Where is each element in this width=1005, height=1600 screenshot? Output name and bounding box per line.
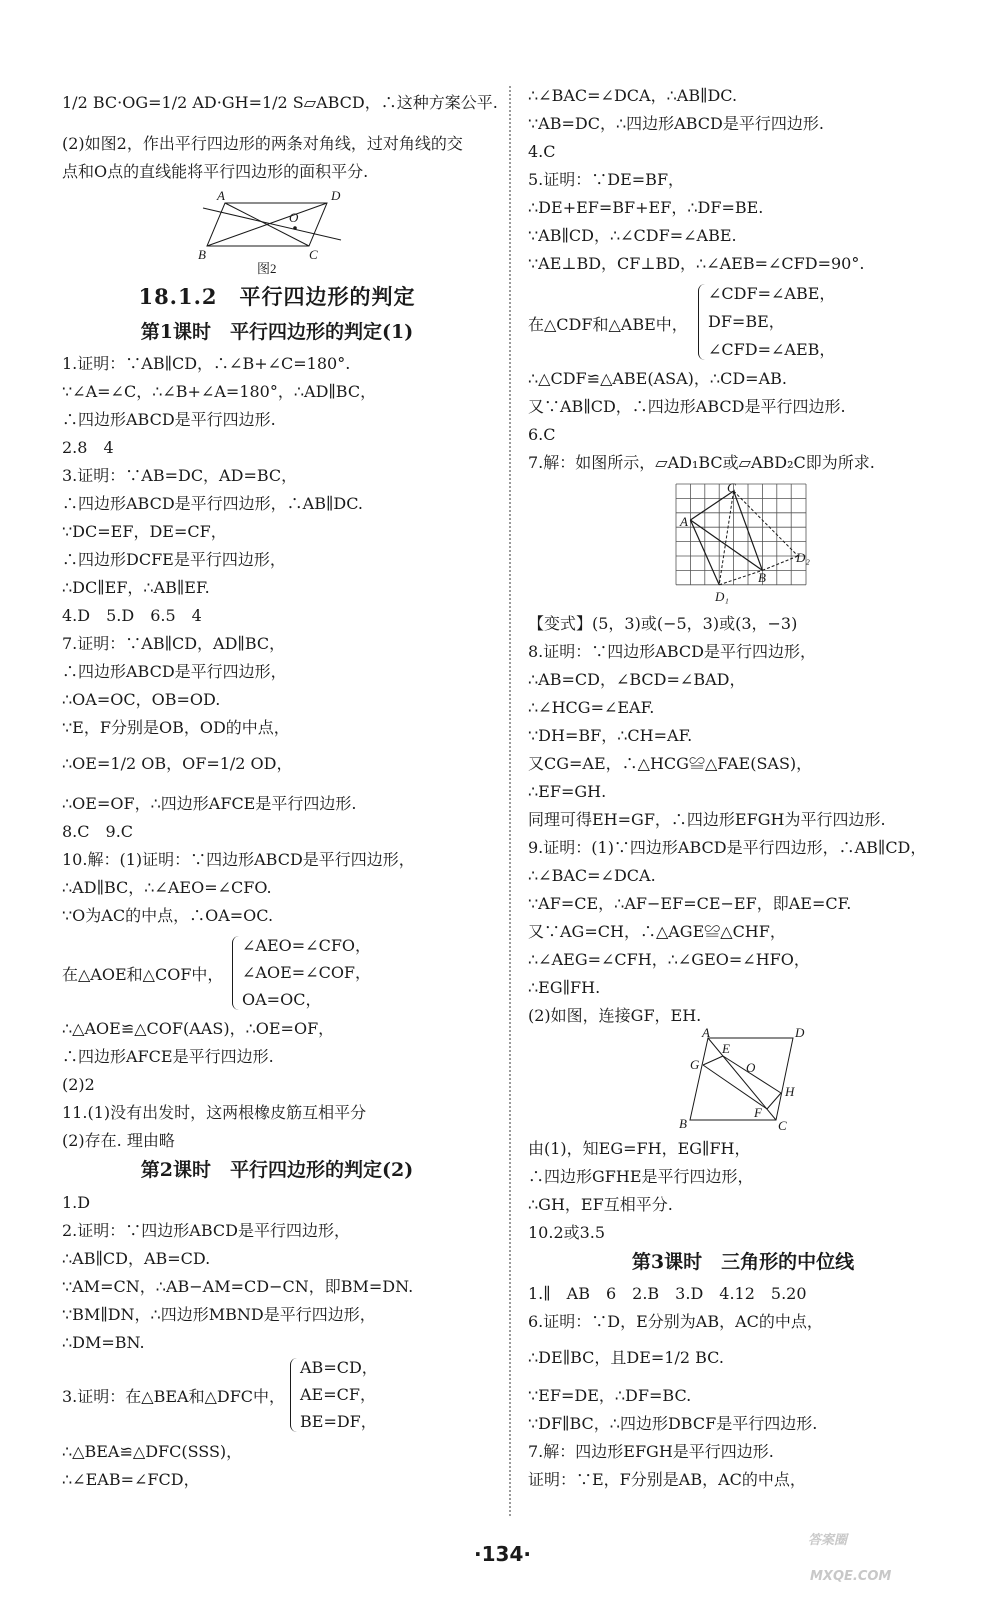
text-line: ∴∠EAB=∠FCD， (62, 1470, 200, 1489)
text-line: ∴△CDF≌△ABE(ASA)，∴CD=AB. (528, 369, 787, 388)
text-line: ∵O为AC的中点，∴OA=OC. (62, 906, 274, 925)
label-g: G (690, 1057, 700, 1072)
text-line: ∴OE=1/2 OB，OF=1/2 OD， (62, 754, 293, 773)
text-line: ∴四边形DCFE是平行四边形， (62, 550, 286, 569)
text-line: 1.D (62, 1193, 91, 1212)
text-line: 10.2或3.5 (528, 1223, 606, 1242)
text-line: 3.证明：∵AB=DC，AD=BC， (62, 466, 298, 485)
figure-9-parallelogram (678, 1028, 813, 1133)
brace-prefix: 在△CDF和△ABE中， (528, 315, 688, 334)
text-line: ∴AD∥BC，∴∠AEO=∠CFO. (62, 878, 272, 897)
text-line: ∴AB∥CD，AB=CD. (62, 1249, 211, 1268)
lesson-title: 第1课时 平行四边形的判定(1) (140, 321, 414, 343)
text-line: ∴∠AEG=∠CFH，∴∠GEO=∠HFO， (528, 950, 810, 969)
watermark-logo (800, 1492, 990, 1592)
text-line: 11.(1)没有出发时，这两根橡皮筋互相平分 (62, 1103, 367, 1122)
text-line: ∴DM=BN. (62, 1333, 145, 1352)
brace-group (62, 1356, 492, 1436)
label-o: O (746, 1060, 756, 1075)
text-line: ∵AB=DC，∴四边形ABCD是平行四边形. (528, 114, 824, 133)
label-f: F (754, 1105, 762, 1120)
text-line: ∴四边形ABCD是平行四边形，∴AB∥DC. (62, 494, 363, 513)
text-line: ∴△BEA≌△DFC(SSS)， (62, 1442, 243, 1461)
text-line: ∵AE⊥BD，CF⊥BD，∴∠AEB=∠CFD=90°. (528, 254, 865, 273)
text-line: 2.证明：∵四边形ABCD是平行四边形， (62, 1221, 350, 1240)
text-line: ∴∠BAC=∠DCA. (528, 866, 656, 885)
label-a: A (702, 1028, 710, 1040)
label-e: E (722, 1041, 730, 1056)
brace (290, 1358, 297, 1432)
grid-figure (668, 478, 828, 608)
label-b: B (198, 247, 206, 262)
section-title: 18.1.2 平行四边形的判定 (138, 284, 416, 309)
text-line: ∴△AOE≌△COF(AAS)，∴OE=OF， (62, 1019, 335, 1038)
brace-row: ∠AOE=∠COF， (242, 963, 372, 982)
text-line: 6.证明：∵D，E分别为AB，AC的中点， (528, 1312, 823, 1331)
brace-prefix: 在△AOE和△COF中， (62, 965, 224, 984)
text-line: ∵DH=BF，∴CH=AF. (528, 726, 693, 745)
brace-row: ∠CDF=∠ABE， (708, 284, 836, 303)
text-line: 6.C (528, 425, 556, 444)
label-d: D (795, 1028, 805, 1040)
text-line: 8.证明：∵四边形ABCD是平行四边形， (528, 642, 816, 661)
label-d1: D₁ (715, 589, 729, 604)
text-line: ∵DC=EF，DE=CF， (62, 522, 227, 541)
text-line: ∴DC∥EF，∴AB∥EF. (62, 578, 210, 597)
text-line: ∴DE∥BC，且DE=1/2 BC. (528, 1348, 724, 1367)
figure-2-parallelogram (197, 188, 347, 276)
text-line: ∵EF=DE，∴DF=BC. (528, 1386, 692, 1405)
brace (232, 936, 239, 1010)
text-line: 点和O点的直线能将平行四边形的面积平分. (62, 162, 369, 181)
text-line: (2)如图，连接GF，EH. (528, 1006, 702, 1025)
text-line: 10.解：(1)证明：∵四边形ABCD是平行四边形， (62, 850, 415, 869)
figure-caption: 图2 (257, 261, 277, 276)
column-divider (509, 86, 511, 1516)
label-d: D (331, 188, 341, 203)
text-line: ∴OA=OC，OB=OD. (62, 690, 221, 709)
brace-group (62, 934, 492, 1014)
text-line: 2.8 4 (62, 438, 114, 457)
text-line: 同理可得EH=GF，∴四边形EFGH为平行四边形. (528, 810, 886, 829)
brace-group (528, 282, 958, 362)
text-line: ∵AF=CE，∴AF−EF=CE−EF，即AE=CF. (528, 894, 852, 913)
text-line: 1.∥ AB 6 2.B 3.D 4.12 5.20 (528, 1284, 807, 1303)
brace-row: ∠AEO=∠CFO， (242, 936, 372, 955)
brace-row: AB=CD， (300, 1358, 378, 1377)
text-line: 证明：∵E，F分别是AB，AC的中点， (528, 1470, 806, 1489)
text-line: ∵∠A=∠C，∴∠B+∠A=180°，∴AD∥BC， (62, 382, 377, 401)
text-line: ∵AM=CN，∴AB−AM=CD−CN，即BM=DN. (62, 1277, 414, 1296)
text-line: 由(1)，知EG=FH，EG∥FH， (528, 1139, 751, 1158)
text-line: ∴AB=CD，∠BCD=∠BAD， (528, 670, 746, 689)
text-line: ∴四边形GFHE是平行四边形， (528, 1167, 754, 1186)
label-h: H (785, 1084, 795, 1099)
text-line: 8.C 9.C (62, 822, 134, 841)
text-line: ∵DF∥BC，∴四边形DBCF是平行四边形. (528, 1414, 818, 1433)
text-line: ∴OE=OF，∴四边形AFCE是平行四边形. (62, 794, 357, 813)
text-line: ∴∠BAC=∠DCA，∴AB∥DC. (528, 86, 738, 105)
text-line: 1/2 BC·OG=1/2 AD·GH=1/2 S▱ABCD，∴这种方案公平. (62, 93, 498, 112)
text-line: ∵BM∥DN，∴四边形MBND是平行四边形， (62, 1305, 376, 1324)
text-line: 7.解：如图所示，▱AD₁BC或▱ABD₂C即为所求. (528, 453, 875, 472)
text-line: ∴∠HCG=∠EAF. (528, 698, 655, 717)
watermark-title: 答案圈 (808, 1533, 848, 1548)
label-c: C (727, 480, 736, 495)
lesson-title: 第2课时 平行四边形的判定(2) (140, 1159, 414, 1181)
text-line: 又CG=AE，∴△HCG≌△FAE(SAS)， (528, 754, 813, 773)
brace-row: BE=DF， (300, 1412, 377, 1431)
lesson-title: 第3课时 三角形的中位线 (631, 1251, 855, 1273)
label-c: C (778, 1118, 787, 1133)
text-line: 1.证明：∵AB∥CD，∴∠B+∠C=180°. (62, 354, 351, 373)
brace-row: DF=BE， (708, 312, 785, 331)
text-line: 又∵AB∥CD，∴四边形ABCD是平行四边形. (528, 397, 846, 416)
label-c: C (309, 247, 318, 262)
text-line: 4.C (528, 142, 556, 161)
brace (698, 284, 705, 360)
text-line: 又∵AG=CH，∴△AGE≌△CHF， (528, 922, 786, 941)
text-line: ∴四边形ABCD是平行四边形. (62, 410, 276, 429)
text-line: (2)存在. 理由略 (62, 1131, 175, 1150)
text-line: ∴GH，EF互相平分. (528, 1195, 673, 1214)
text-line: ∵E，F分别是OB，OD的中点， (62, 718, 290, 737)
text-line: (2)2 (62, 1075, 95, 1094)
text-line: 7.证明：∵AB∥CD，AD∥BC， (62, 634, 286, 653)
brace-row: ∠CFD=∠AEB， (708, 340, 836, 359)
label-a: A (680, 514, 688, 529)
text-line: (2)如图2，作出平行四边形的两条对角线，过对角线的交 (62, 134, 463, 153)
watermark-url: MXQE.COM (810, 1569, 892, 1584)
label-b: B (758, 570, 766, 585)
text-line: ∵AB∥CD，∴∠CDF=∠ABE. (528, 226, 737, 245)
brace-row: AE=CF， (300, 1385, 376, 1404)
text-line: ∴EG∥FH. (528, 978, 601, 997)
label-o: O (289, 210, 299, 225)
page-number: ·134· (474, 1542, 531, 1566)
label-d2: D₂ (796, 550, 810, 565)
text-line: ∴EF=GH. (528, 782, 607, 801)
text-line: 7.解：四边形EFGH是平行四边形. (528, 1442, 774, 1461)
text-line: 9.证明：(1)∵四边形ABCD是平行四边形，∴AB∥CD， (528, 838, 927, 857)
label-a: A (217, 188, 225, 203)
brace-row: OA=OC， (242, 990, 322, 1009)
text-line: ∴DE+EF=BF+EF，∴DF=BE. (528, 198, 764, 217)
text-line: ∴四边形ABCD是平行四边形， (62, 662, 287, 681)
label-b: B (679, 1116, 687, 1131)
text-line: 4.D 5.D 6.5 4 (62, 606, 202, 625)
text-line: ∴四边形AFCE是平行四边形. (62, 1047, 274, 1066)
text-line: 5.证明：∵DE=BF， (528, 170, 685, 189)
brace-prefix: 3.证明：在△BEA和△DFC中， (62, 1387, 286, 1406)
text-line: 【变式】(5，3)或(−5，3)或(3，−3) (528, 614, 798, 633)
